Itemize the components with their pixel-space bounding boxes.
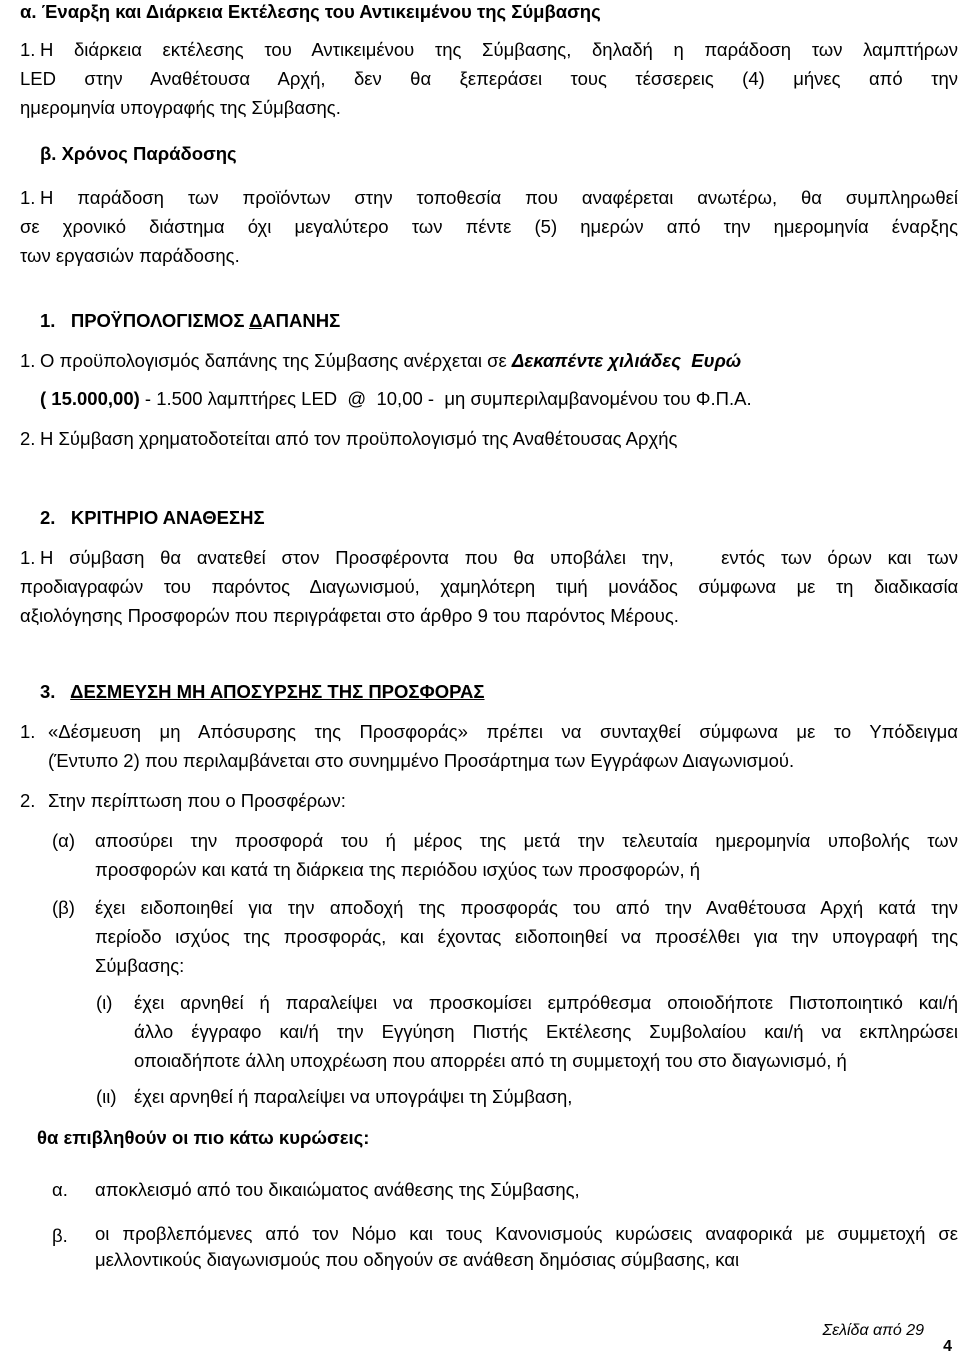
section-a-paragraph-cont bbox=[20, 64, 958, 122]
budget-heading-text: 1. ΠΡΟΫΠΟΛΟΓΙΣΜΟΣ bbox=[40, 310, 249, 331]
commitment-heading bbox=[40, 677, 485, 706]
text-line: περίοδο ισχύος της προσφοράς, και έχοντας ειδοποιηθεί να προσέλθει για την υπογραφή της bbox=[95, 926, 958, 947]
section-a-heading: α. Έναρξη και Διάρκεια Εκτέλεσης του Αντικειμένου της Σύμβασης bbox=[20, 1, 601, 22]
page-number: 4 bbox=[943, 1338, 952, 1355]
budget-item-1 bbox=[40, 346, 741, 375]
criterion-heading: 2. ΚΡΙΤΗΡΙΟ ΑΝΑΘΕΣΗΣ bbox=[40, 507, 265, 528]
commitment-item-2: Στην περίπτωση που ο Προσφέρων: bbox=[48, 790, 346, 811]
text-line: σε χρονικό διάστημα όχι μεγαλύτερο των πέντε (5) ημερών από την ημερομηνία έναρξης bbox=[20, 216, 958, 237]
case-i-label: (ι) bbox=[96, 992, 113, 1013]
commitment-heading-text: ΔΕΣΜΕΥΣΗ ΜΗ ΑΠΟΣΥΡΣΗΣ ΤΗΣ ΠΡΟΣΦΟΡΑΣ bbox=[70, 681, 485, 702]
budget-heading-underlined: Δ bbox=[248, 310, 263, 331]
budget-amount-words: Δεκαπέντε χιλιάδες Ευρώ bbox=[511, 350, 742, 371]
text-line: «Δέσμευση μη Απόσυρσης της Προσφοράς» πρέπει να συνταχθεί σύμφωνα με το Υπόδειγμα bbox=[48, 721, 958, 742]
case-b-label: (β) bbox=[52, 897, 75, 918]
text-line: αξιολόγησης Προσφορών που περιγράφεται στο άρθρο 9 του παρόντος Μέρους. bbox=[20, 605, 679, 626]
text-line: ημερομηνία υπογραφής της Σύμβασης. bbox=[20, 97, 341, 118]
criterion-paragraph-cont bbox=[20, 572, 958, 630]
budget-item-1-line-2 bbox=[40, 384, 752, 413]
text-line: Σύμβασης: bbox=[95, 955, 185, 976]
sanction-b-text bbox=[95, 1221, 958, 1273]
case-a-label: (α) bbox=[52, 830, 76, 851]
budget-heading bbox=[40, 306, 340, 335]
text-line: άλλο έγγραφο και/ή την Εγγύηση Πιστής Εκτέλεσης Συμβολαίου και/ή να εκπληρώσει bbox=[134, 1021, 958, 1042]
text-line: έχει αρνηθεί ή παραλείψει να προσκομίσει εμπρόθεσμα οποιοδήποτε Πιστοποιητικό και/ή bbox=[134, 992, 958, 1013]
section-b-item-number: 1. bbox=[20, 187, 36, 208]
text-line: LED στην Αναθέτουσα Αρχή, δεν θα ξεπεράσει τους τέσσερεις (4) μήνες από την bbox=[20, 68, 958, 89]
sanction-a-text: αποκλεισμό από του δικαιώματος ανάθεσης της Σύμβασης, bbox=[95, 1179, 580, 1200]
text-line: έχει ειδοποιηθεί για την αποδοχή της προσφοράς του από την Αναθέτουσα Αρχή κατά την bbox=[95, 897, 958, 918]
budget-text: Ο προϋπολογισμός δαπάνης της Σύμβασης ανέρχεται σε bbox=[40, 350, 512, 371]
commitment-item-1-number: 1. bbox=[20, 721, 36, 742]
sanction-b-label: β. bbox=[52, 1225, 68, 1246]
sanctions-heading: θα επιβληθούν οι πιο κάτω κυρώσεις: bbox=[37, 1127, 370, 1148]
case-a-text bbox=[95, 826, 958, 884]
section-b-heading: β. Χρόνος Παράδοσης bbox=[40, 143, 237, 164]
text-line: των εργασιών παράδοσης. bbox=[20, 245, 240, 266]
commitment-item-2-number: 2. bbox=[20, 790, 36, 811]
section-b-paragraph-cont bbox=[20, 212, 958, 270]
text-line: οποιαδήποτε άλλη υποχρέωση που απορρέει από τη συμμετοχή του στο διαγωνισμό, ή bbox=[134, 1050, 847, 1071]
case-ii-label: (ιι) bbox=[96, 1086, 117, 1107]
text-line: προσφορών και κατά τη διάρκεια της περιόδου ισχύος των προσφορών, ή bbox=[95, 859, 701, 880]
section-a-paragraph bbox=[40, 35, 958, 64]
text-line: Η παράδοση των προϊόντων στην τοποθεσία που αναφέρεται ανωτέρω, θα συμπληρωθεί bbox=[40, 187, 958, 208]
budget-item-2: Η Σύμβαση χρηματοδοτείται από τον προϋπολογισμό της Αναθέτουσας Αρχής bbox=[40, 428, 678, 449]
budget-item-2-number: 2. bbox=[20, 428, 36, 449]
section-a-item-number: 1. bbox=[20, 39, 36, 60]
text-line: προδιαγραφών του παρόντος Διαγωνισμού, χαμηλότερη τιμή μονάδος σύμφωνα με τη διαδικασία bbox=[20, 576, 958, 597]
text-line: αποσύρει την προσφορά του ή μέρος της μετά την τελευταία ημερομηνία υποβολής των bbox=[95, 830, 958, 851]
sanction-a-label: α. bbox=[52, 1179, 68, 1200]
commitment-item-1 bbox=[48, 717, 958, 775]
budget-heading-rest: ΑΠΑΝΗΣ bbox=[262, 310, 341, 331]
case-i-text bbox=[134, 988, 958, 1075]
text-line: οι προβλεπόμενες από τον Νόμο και τους Κανονισμούς κυρώσεις αναφορικά με συμμετοχή σε bbox=[95, 1223, 958, 1244]
budget-detail: - 1.500 λαμπτήρες LED @ 10,00 - μη συμπεριλαμβανομένου του Φ.Π.Α. bbox=[139, 388, 752, 409]
criterion-paragraph bbox=[40, 543, 958, 572]
text-line: Η σύμβαση θα ανατεθεί στον Προσφέροντα που θα υποβάλει την, εντός των όρων και των bbox=[40, 547, 958, 568]
budget-amount-figure: ( 15.000,00) bbox=[40, 388, 140, 409]
commitment-heading-number: 3. bbox=[40, 681, 71, 702]
budget-item-1-number: 1. bbox=[20, 350, 36, 371]
page-footer-label: Σελίδα από 29 bbox=[822, 1322, 924, 1339]
text-line: (Έντυπο 2) που περιλαμβάνεται στο συνημμένο Προσάρτημα των Εγγράφων Διαγωνισμού. bbox=[48, 750, 795, 771]
text-line: Η διάρκεια εκτέλεσης του Αντικειμένου της Σύμβασης, δηλαδή η παράδοση των λαμπτήρων bbox=[40, 39, 958, 60]
section-b-paragraph bbox=[40, 183, 958, 212]
case-ii-text: έχει αρνηθεί ή παραλείψει να υπογράψει τη Σύμβαση, bbox=[134, 1086, 573, 1107]
criterion-item-number: 1. bbox=[20, 547, 36, 568]
case-b-text bbox=[95, 893, 958, 980]
text-line: μελλοντικούς διαγωνισμούς που οδηγούν σε ανάθεση δημόσιας σύμβασης, και bbox=[95, 1249, 740, 1270]
